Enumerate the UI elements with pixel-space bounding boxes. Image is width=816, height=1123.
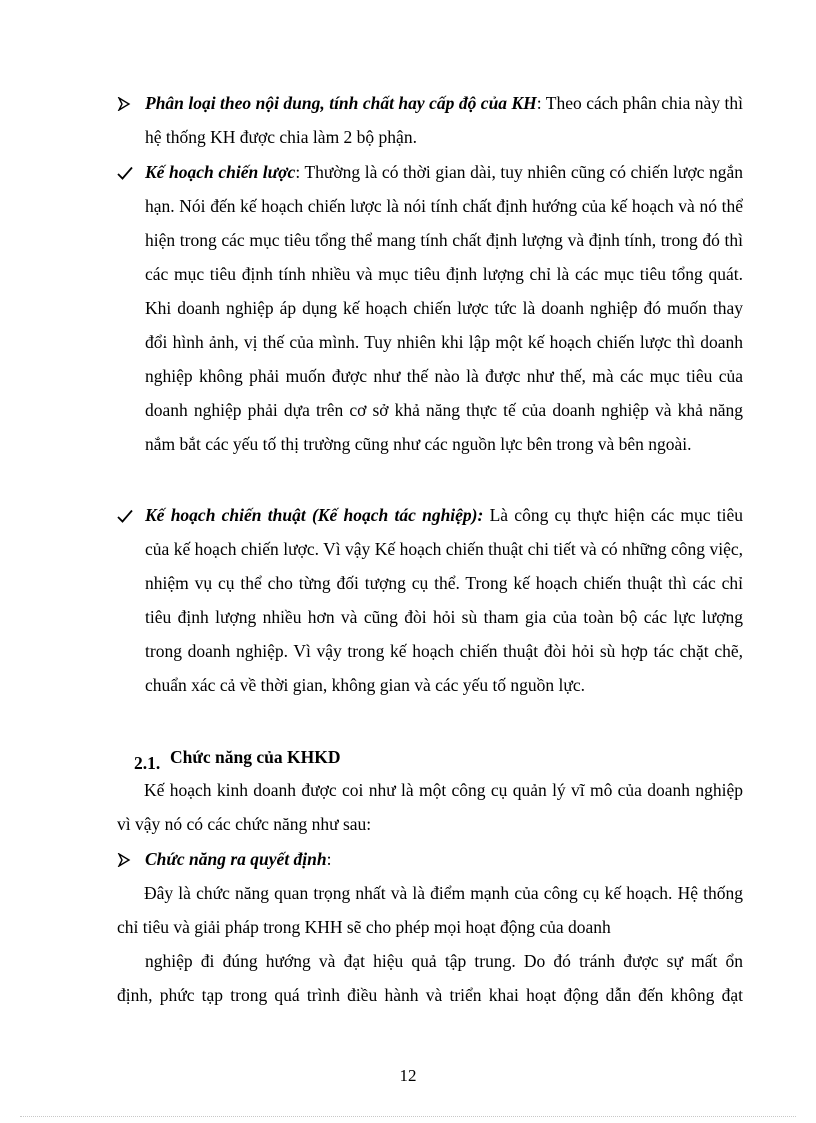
section-tactical-plan [145, 498, 743, 702]
check-bullet-icon [117, 498, 133, 532]
arrow-bullet-icon [117, 842, 131, 876]
arrow-bullet-icon [117, 86, 131, 120]
paragraph-decision-c: định, phức tạp trong quá trình điều hành và triển khai hoạt động dẫn đến không đạt [117, 985, 743, 1005]
section-text: : Thường là có thời gian dài, tuy nhiên cũng có chiến lược ngắn hạn. Nói đến kế hoạch chiến lược là nói tính chất định hướng của kế hoạch và nó thể hiện trong các mục tiêu tổng thể mang tính chất định lượng và định tính, trong đó thì các mục tiêu định tính nhiều và mục tiêu định lượng chỉ là các mục tiêu tổng quát. Khi doanh nghiệp áp dụng kế hoạch chiến lược tức là doanh nghiệp đó muốn thay đổi hình ảnh, vị thế của mình. Tuy nhiên khi lập một kế hoạch chiến lược thì doanh nghiệp không phải muốn được như thế nào là được như thế, mà các mục tiêu của doanh nghiệp phải dựa trên cơ sở khả năng thực tế của doanh nghiệp và khả năng nắm bắt các yếu tố thị trường cũng như các nguồn lực bên trong và bên ngoài. [145, 162, 743, 454]
section-heading: Kế hoạch chiến lược [145, 162, 296, 182]
section-text: Là công cụ thực hiện các mục tiêu của kế hoạch chiến lược. Vì vậy Kế hoạch chiến thuật chi tiết và có những công việc, nhiệm vụ cụ thể cho từng đối tượng cụ thể. Trong kế hoạch chiến thuật thì các chỉ tiêu định lượng nhiều hơn và cũng đòi hỏi sù tham gia của toàn bộ các lực lượng trong doanh nghiệp. Vì vậy trong kế hoạch chiến thuật đòi hỏi sù hợp tác chặt chẽ, chuẩn xác cả về thời gian, không gian và các yếu tố nguồn lực. [145, 505, 743, 695]
section-heading: Chức năng ra quyết định [145, 849, 327, 869]
section-text: : [326, 849, 332, 869]
heading-title: Chức năng của KHKD [170, 747, 341, 767]
check-bullet-icon [117, 155, 133, 189]
section-text: : Theo cách phân chia này thì hệ thống KH được chia làm 2 bộ phận. [145, 93, 743, 147]
section-heading: Phân loại theo nội dung, tính chất hay cấp độ của KH [145, 93, 537, 113]
section-strategic-plan [145, 155, 743, 461]
paragraph-decision-a: Đây là chức năng quan trọng nhất và là điểm mạnh của công cụ kế hoạch. Hệ thống chỉ tiêu và giải pháp trong KHH sẽ cho phép mọi hoạt động của doanh [117, 883, 743, 937]
section-content-classification [145, 86, 743, 154]
paragraph-decision-b: nghiệp đi đúng hướng và đạt hiệu quả tập trung. Do đó tránh được sự mất ổn [145, 951, 743, 971]
section-decision-function [145, 842, 743, 876]
footer-divider [20, 1116, 796, 1117]
heading-2-1 [134, 740, 340, 774]
section-heading: Kế hoạch chiến thuật (Kế hoạch tác nghiệp): [145, 505, 484, 525]
paragraph-functions-intro: Kế hoạch kinh doanh được coi như là một công cụ quản lý vĩ mô của doanh nghiệp vì vậy nó có các chức năng như sau: [117, 780, 743, 834]
page-number: 12 [399, 1066, 417, 1085]
heading-number: 2.1. [134, 753, 161, 773]
